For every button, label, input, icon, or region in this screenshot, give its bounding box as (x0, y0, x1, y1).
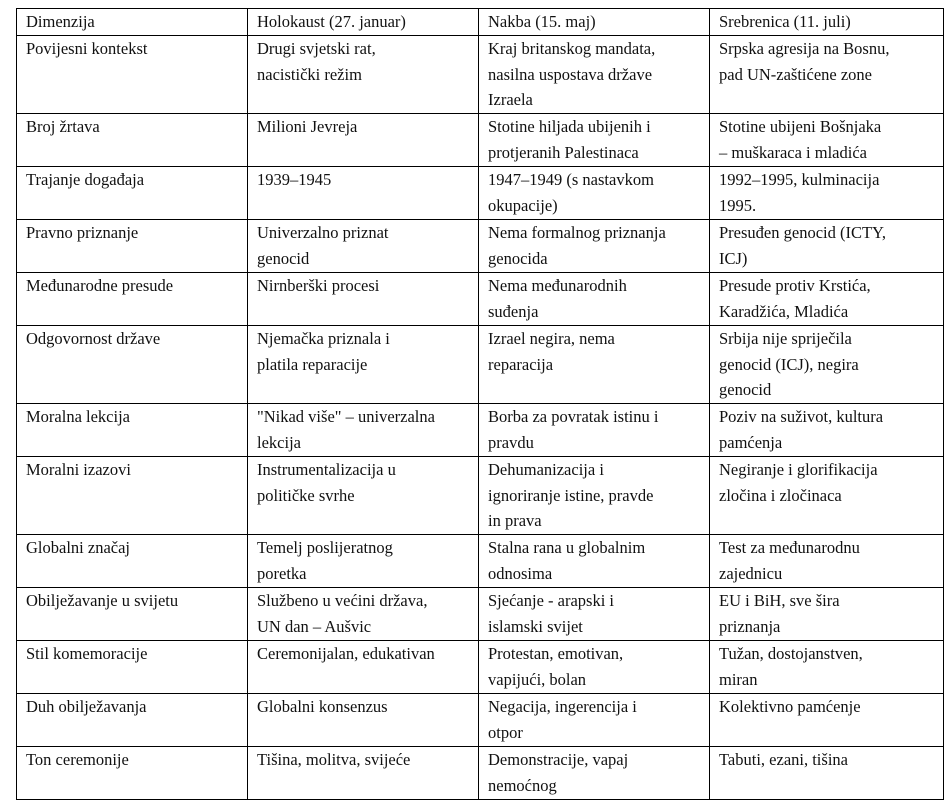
table-cell: Ceremonijalan, edukativan (248, 641, 479, 694)
table-cell: Temelj poslijeratnog poretka (248, 535, 479, 588)
table-cell: Pravno priznanje (17, 220, 248, 273)
table-row (17, 535, 944, 588)
table-cell: Stotine ubijeni Bošnjaka – muškaraca i mladića (710, 114, 944, 167)
table-cell: Njemačka priznala i platila reparacije (248, 326, 479, 404)
table-cell: Nema formalnog priznanja genocida (479, 220, 710, 273)
table-cell: Presude protiv Krstića, Karadžića, Mladića (710, 273, 944, 326)
table-cell: "Nikad više" – univerzalna lekcija (248, 404, 479, 457)
table-cell: Borba za povratak istinu i pravdu (479, 404, 710, 457)
table-cell: Odgovornost države (17, 326, 248, 404)
header-cell-dimenzija: Dimenzija (17, 9, 248, 36)
table-cell: Izrael negira, nema reparacija (479, 326, 710, 404)
table-cell: Tišina, molitva, svijeće (248, 747, 479, 800)
table-cell: Drugi svjetski rat, nacistički režim (248, 36, 479, 114)
table-cell: Milioni Jevreja (248, 114, 479, 167)
table-row (17, 114, 944, 167)
table-cell: Instrumentalizacija u političke svrhe (248, 457, 479, 535)
table-row (17, 326, 944, 404)
table-cell: Globalni značaj (17, 535, 248, 588)
table-cell: Trajanje događaja (17, 167, 248, 220)
table-cell: Srpska agresija na Bosnu, pad UN-zaštićene zone (710, 36, 944, 114)
table-cell: Univerzalno priznat genocid (248, 220, 479, 273)
header-cell-nakba: Nakba (15. maj) (479, 9, 710, 36)
table-cell: Tužan, dostojanstven, miran (710, 641, 944, 694)
table-cell: Negiranje i glorifikacija zločina i zločinaca (710, 457, 944, 535)
table-cell: Obilježavanje u svijetu (17, 588, 248, 641)
table-row (17, 36, 944, 114)
table-row (17, 167, 944, 220)
table-cell: Međunarodne presude (17, 273, 248, 326)
table-cell: 1992–1995, kulminacija 1995. (710, 167, 944, 220)
table-cell: Test za međunarodnu zajednicu (710, 535, 944, 588)
table-cell: Kraj britanskog mandata, nasilna uspostava države Izraela (479, 36, 710, 114)
table-cell: Negacija, ingerencija i otpor (479, 694, 710, 747)
table-row (17, 273, 944, 326)
table-row (17, 747, 944, 800)
table-header-row (17, 9, 944, 36)
table-cell: Duh obilježavanja (17, 694, 248, 747)
header-cell-holokaust: Holokaust (27. januar) (248, 9, 479, 36)
table-row (17, 588, 944, 641)
table-cell: 1947–1949 (s nastavkom okupacije) (479, 167, 710, 220)
table-cell: Stotine hiljada ubijenih i protjeranih Palestinaca (479, 114, 710, 167)
table-cell: Presuđen genocid (ICTY, ICJ) (710, 220, 944, 273)
document-page (16, 8, 944, 800)
table-cell: Moralni izazovi (17, 457, 248, 535)
table-cell: Nema međunarodnih suđenja (479, 273, 710, 326)
table-cell: Protestan, emotivan, vapijući, bolan (479, 641, 710, 694)
table-cell: Srbija nije spriječila genocid (ICJ), negira genocid (710, 326, 944, 404)
header-cell-srebrenica: Srebrenica (11. juli) (710, 9, 944, 36)
table-cell: Poziv na suživot, kultura pamćenja (710, 404, 944, 457)
table-row (17, 457, 944, 535)
table-cell: Sjećanje - arapski i islamski svijet (479, 588, 710, 641)
table-cell: Ton ceremonije (17, 747, 248, 800)
table-cell: Dehumanizacija i ignoriranje istine, pravde in prava (479, 457, 710, 535)
table-cell: Moralna lekcija (17, 404, 248, 457)
table-cell: Globalni konsenzus (248, 694, 479, 747)
table-row (17, 404, 944, 457)
table-row (17, 694, 944, 747)
table-cell: Službeno u većini država, UN dan – Aušvic (248, 588, 479, 641)
table-cell: Tabuti, ezani, tišina (710, 747, 944, 800)
table-cell: Demonstracije, vapaj nemoćnog (479, 747, 710, 800)
table-cell: 1939–1945 (248, 167, 479, 220)
table-cell: Stil komemoracije (17, 641, 248, 694)
table-row (17, 641, 944, 694)
table-cell: Nirnberški procesi (248, 273, 479, 326)
table-cell: Povijesni kontekst (17, 36, 248, 114)
table-row (17, 220, 944, 273)
table-cell: Broj žrtava (17, 114, 248, 167)
table-cell: Kolektivno pamćenje (710, 694, 944, 747)
table-cell: EU i BiH, sve šira priznanja (710, 588, 944, 641)
table-cell: Stalna rana u globalnim odnosima (479, 535, 710, 588)
comparison-table (16, 8, 944, 800)
